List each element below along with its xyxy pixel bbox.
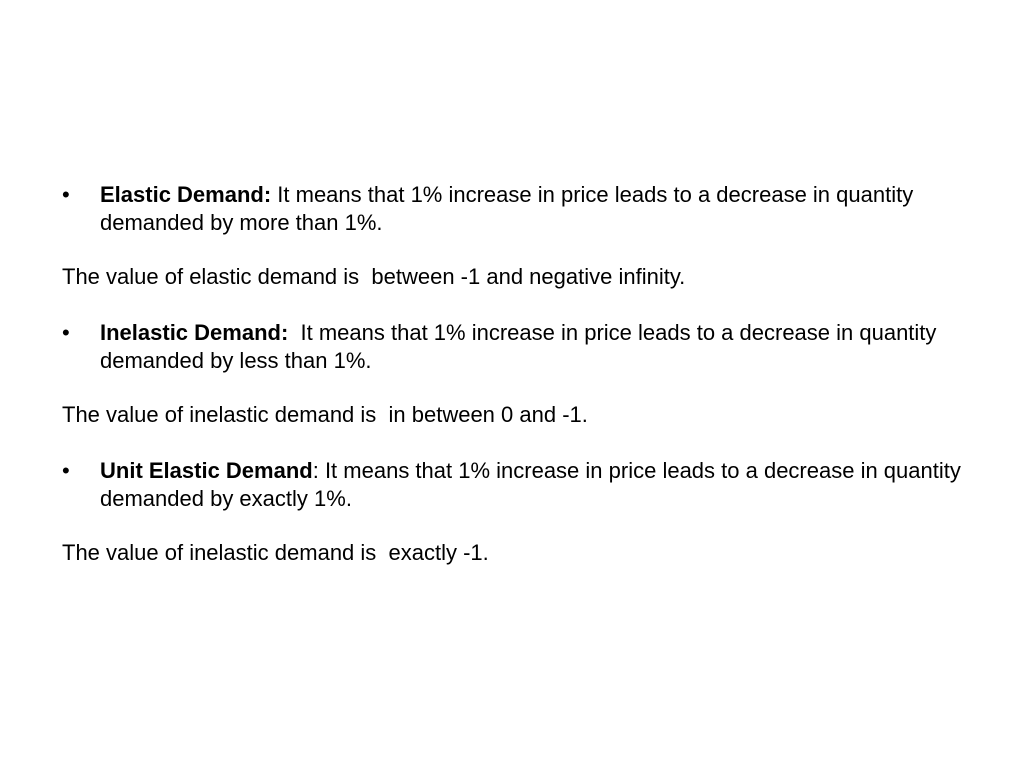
paragraph-unit-elastic-value: The value of inelastic demand is exactly -1. (62, 540, 489, 565)
spacer (62, 291, 962, 319)
bullet-dot: • (62, 182, 70, 207)
paragraph-inelastic-value: The value of inelastic demand is in between 0 and -1. (62, 402, 588, 427)
term-unit-elastic-demand: Unit Elastic Demand (100, 458, 313, 483)
definition-elastic-demand: It means that 1% increase in price leads to a decrease in quantity demanded by more than 1%. (100, 182, 920, 235)
spacer (62, 429, 962, 457)
bullet-inelastic-demand (62, 319, 962, 375)
spacer (62, 237, 962, 263)
bullet-elastic-demand (62, 181, 962, 237)
definition-unit-elastic-demand: : It means that 1% increase in price leads to a decrease in quantity demanded by exactly 1%. (100, 458, 967, 511)
spacer (62, 375, 962, 401)
term-elastic-demand: Elastic Demand: (100, 182, 272, 207)
slide-body (62, 181, 967, 567)
spacer (62, 513, 962, 539)
bullet-dot: • (62, 458, 70, 483)
term-inelastic-demand: Inelastic Demand: (100, 320, 289, 345)
bullet-unit-elastic-demand (62, 457, 967, 513)
paragraph-elastic-value: The value of elastic demand is between -1 and negative infinity. (62, 264, 686, 289)
bullet-dot: • (62, 320, 70, 345)
definition-inelastic-demand: It means that 1% increase in price leads to a decrease in quantity demanded by less than 1%. (100, 320, 943, 373)
